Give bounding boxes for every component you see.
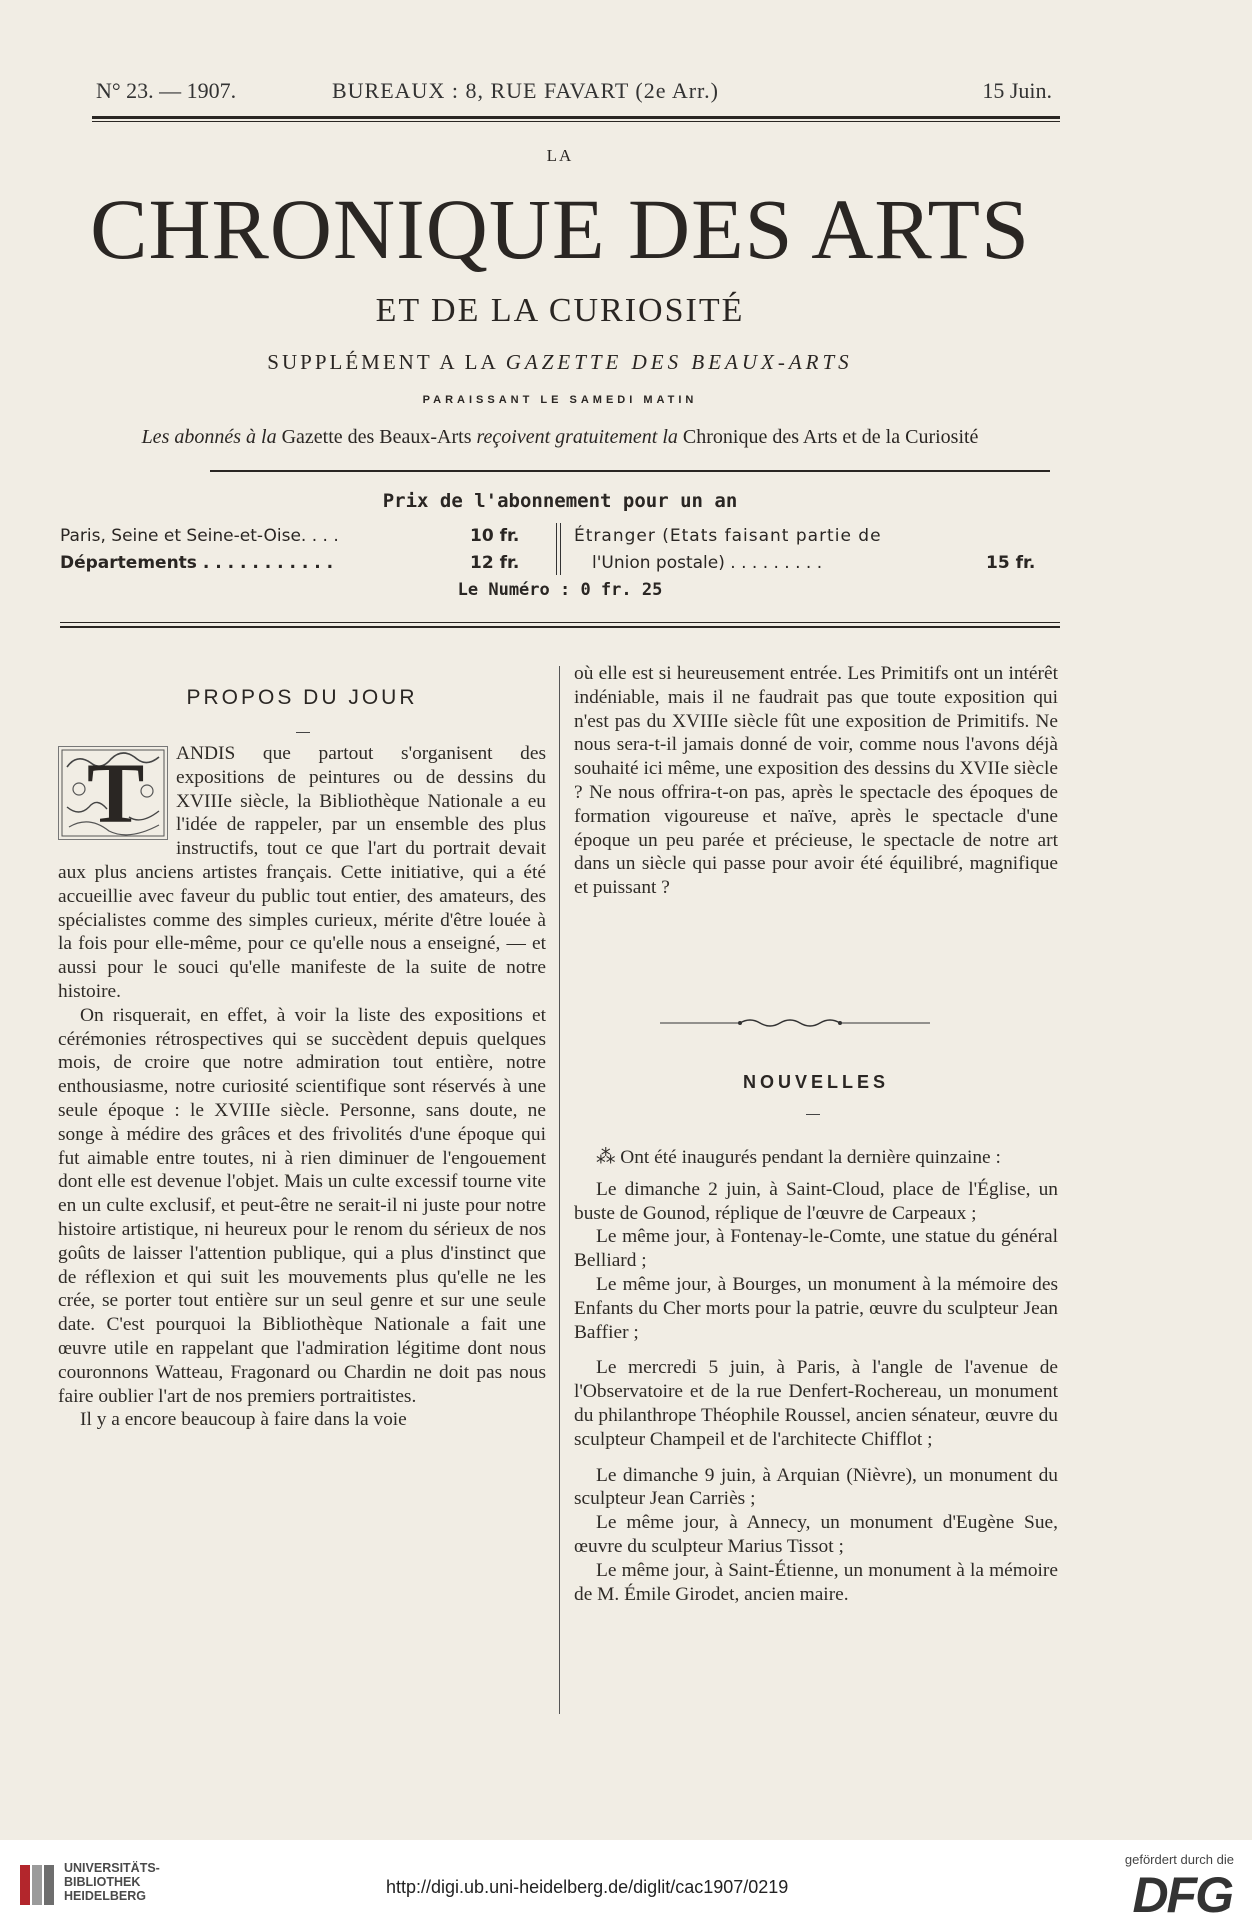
propos-paragraph-4: où elle est si heureusement entrée. Les Primitifs ont un intérêt indéniable, mais il ne faudrait pas que toute exposition qui n'est pas du XVIIIe siècle fût une exposition de Primitifs. Ne nous sera-t-il jamais donné de voir, comme nous l'avons déjà souhaité ici même, une exposition des dessins du XVIIe siècle ? Ne nous offrira-t-on pas, après le spectacle des époques de formation vigoureuse et naïve, après le spectacle d'une époque un peu parée et précieuse, le spectacle de notre art dans un siècle qui passe pour avoir été équilibré, magnifique et puissant ? [574, 663, 1058, 899]
divider-ornament-icon [660, 1016, 930, 1030]
permalink[interactable]: http://digi.ub.uni-heidelberg.de/diglit/cac1907/0219 [386, 1877, 789, 1897]
ub-line-1: UNIVERSITÄTS- [64, 1861, 160, 1875]
issue-date: 15 Juin. [982, 78, 1052, 103]
tarif-paris-label: Paris, Seine et Seine-et-Oise. . . . [60, 526, 339, 546]
header-line [92, 78, 1060, 108]
propos-heading: PROPOS DU JOUR [186, 686, 418, 709]
nouvelles-item: Le même jour, à Bourges, un monument à la mémoire des Enfants du Cher morts pour la patrie, œuvre du sculpteur Jean Baffier ; [574, 1273, 1058, 1343]
nouvelles-item: Le même jour, à Annecy, un monument d'Eugène Sue, œuvre du sculpteur Marius Tissot ; [574, 1512, 1058, 1557]
masthead-rule [210, 470, 1050, 472]
nouvelles-item: Le dimanche 2 juin, à Saint-Cloud, place de l'Église, un buste de Gounod, réplique de l'œuvre de Carpeaux ; [574, 1178, 1058, 1224]
tarif-dept-label: Départements . . . . . . . . . . . [60, 553, 334, 573]
nouvelles-item: Le mercredi 5 juin, à Paris, à l'angle de l'avenue de l'Observatoire et de la rue Denfert-Rochereau, un monument du philanthrope Théophile Roussel, ancien sénateur, œuvre du sculpteur Champeil et de l'architecte Chifflot ; [574, 1357, 1058, 1450]
tarif-paris [60, 526, 339, 546]
ub-line-2: BIBLIOTHEK [64, 1875, 141, 1889]
nouvelles-intro: ⁂ Ont été inaugurés pendant la dernière quinzaine : [596, 1147, 1001, 1168]
propos-continuation [574, 662, 1058, 900]
header-rule-thin [92, 121, 1060, 122]
ub-line-3: HEIDELBERG [64, 1889, 146, 1903]
tarif-etranger-line2: l'Union postale) . . . . . . . . . [592, 553, 823, 573]
masthead-title: CHRONIQUE DES ARTS [90, 181, 1030, 277]
propos-dash [296, 732, 310, 733]
tarif-divider [556, 523, 561, 575]
bureaux-address: BUREAUX : 8, RUE FAVART (2e Arr.) [332, 78, 719, 103]
masthead-subtitle: ET DE LA CURIOSITÉ [375, 292, 745, 329]
supplement-line [0, 350, 1120, 375]
column-divider [559, 666, 560, 1714]
subscription-rule-1 [60, 622, 1060, 623]
abonnes-part-1: Les abonnés à la [141, 426, 277, 448]
dfg-logo: DFG [1132, 1867, 1232, 1923]
digitization-footer [0, 1840, 1252, 1927]
tarif-dept-price: 12 fr. [470, 553, 520, 573]
subscription-title: Prix de l'abonnement pour un an [382, 490, 738, 512]
nouvelles-column [574, 1146, 1058, 1606]
nouvelles-item: Le même jour, à Saint-Étienne, un monument à la mémoire de M. Émile Girodet, ancien maire. [574, 1559, 1058, 1605]
header-rule [92, 116, 1060, 119]
tarif-etranger-line1: Étranger (Etats faisant partie de [574, 526, 882, 546]
propos-paragraph-1: ANDIS que partout s'organisent des expositions de peintures ou de dessins du XVIIIe siècle, la Bibliothèque Nationale a eu l'idée de rappeler, par un ensemble des plus instructifs, tout ce que l'art du portrait devait aux plus anciens artistes français. Cette initiative, qui a été accueillie avec faveur du public tout entier, des amateurs, des spécialistes comme des simples curieux, mérite d'être louée à la fois pour elle-même, pour ce qu'elle nous a enseigné, — et aussi pour le souci qu'elle manifeste de la suite de notre histoire. [58, 743, 546, 1002]
dropcap-ornament [58, 746, 168, 840]
supplement-gazette: GAZETTE DES BEAUX-ARTS [505, 350, 853, 374]
issue-number: N° 23. — 1907. [96, 78, 237, 103]
numero-price: Le Numéro : 0 fr. 25 [457, 580, 663, 600]
ub-heidelberg-name [64, 1861, 160, 1903]
dropcap-letter: T [87, 745, 145, 841]
supplement-prefix: SUPPLÉMENT A LA [267, 350, 498, 374]
dfg-caption: gefördert durch die [1124, 1852, 1234, 1867]
abonnes-line [60, 426, 1060, 449]
propos-paragraph-2: On risquerait, en effet, à voir la liste des expositions et cérémonies rétrospectives qui se succèdent depuis quelques mois, de croire que notre admiration tout entière, notre enthousiasme, notre curiosité scientifique sont réservés à une seule époque : le XVIIIe siècle. Personne, sans doute, ne songe à médire des grâces et des frivolités d'une époque qui fut aimable entre toutes, ni à rien diminuer de l'engouement dont elle est devenue l'objet. Mais un culte excessif tourne vite en un culte exclusif, et peut-être ne serait-il ni juste pour notre histoire artistique, ni heureux pour le renom du sérieux de nos goûts de laisser l'attention publique, qui a plus d'instinct que de réflexion et qui suit les mouvements plus qu'elle ne les crée, se porter tout entière sur un seul genre et sur une seule date. C'est pourquoi la Bibliothèque Nationale a fait une œuvre utile en rappelant que l'admiration légitime dont nous couronnons Watteau, Fragonard ou Chardin ne doit pas nous faire oublier l'art de nos premiers portraitistes. [58, 1004, 546, 1407]
abonnes-part-4: Chronique des Arts et de la Curiosité [682, 426, 979, 448]
abonnes-part-2: Gazette des Beaux-Arts [281, 426, 472, 448]
tarif-etranger-price: 15 fr. [986, 553, 1036, 573]
nouvelles-heading: NOUVELLES [742, 1072, 889, 1092]
masthead-la: LA [546, 146, 574, 165]
tarif-paris-price: 10 fr. [470, 526, 520, 546]
nouvelles-dash [806, 1114, 820, 1115]
nouvelles-item: Le dimanche 9 juin, à Arquian (Nièvre), un monument du sculpteur Jean Carriès ; [574, 1464, 1058, 1510]
abonnes-part-3: reçoivent gratuitement la [476, 426, 678, 448]
paraissant-line: PARAISSANT LE SAMEDI MATIN [422, 394, 698, 406]
propos-paragraph-3: Il y a encore beaucoup à faire dans la voie [80, 1409, 407, 1431]
ub-heidelberg-logo-icon [18, 1863, 58, 1907]
propos-column [58, 742, 546, 1432]
nouvelles-item: Le même jour, à Fontenay-le-Comte, une statue du général Belliard ; [574, 1226, 1058, 1272]
subscription-rule-2 [60, 626, 1060, 628]
